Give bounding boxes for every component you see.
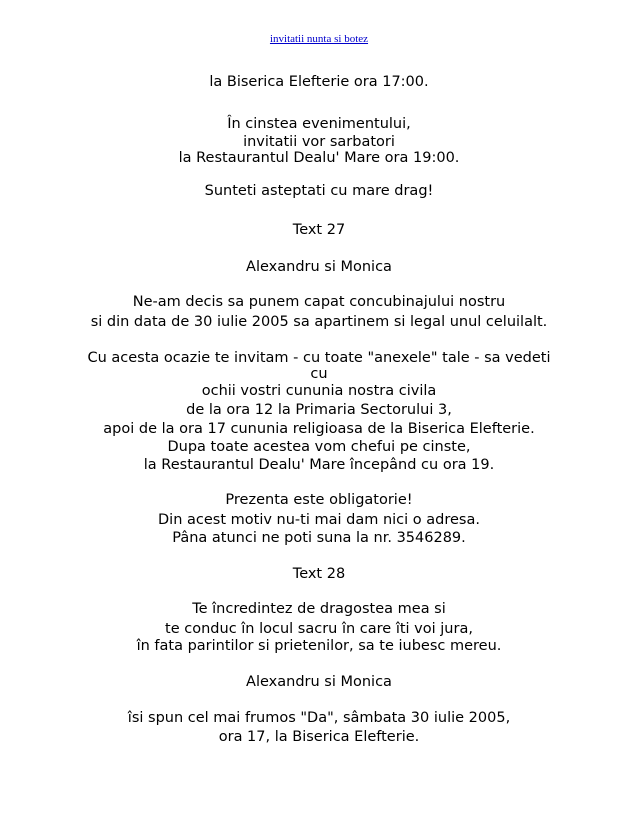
section-heading: Text 27 [292,222,346,238]
text-line: cu [310,366,328,382]
couple-names: Alexandru si Monica [246,259,392,275]
text-line: de la ora 12 la Primaria Sectorului 3, [186,402,452,418]
text-line: În cinstea evenimentului, [227,116,411,132]
text-line: Ne-am decis sa punem capat concubinajului nostru [132,294,506,310]
text-line: Prezenta este obligatorie! [225,492,413,508]
text-line: Te încredintez de dragostea mea si [192,601,446,617]
text-line: ora 17, la Biserica Elefterie. [218,729,420,745]
text-line: Cu acesta ocazie te invitam - cu toate "anexele" tale - sa vedeti [87,350,551,366]
text-line: la Biserica Elefterie ora 17:00. [209,74,429,90]
text-line: Dupa toate acestea vom chefui pe cinste, [167,439,471,455]
text-line: ochii vostri cununia nostra civila [201,383,437,399]
text-line: la Restaurantul Dealu' Mare ora 19:00. [178,150,460,166]
text-line: si din data de 30 iulie 2005 sa apartinem si legal unul celuilalt. [90,314,548,330]
text-line: invitatii vor sarbatori [243,134,395,150]
text-line: Din acest motiv nu-ti mai dam nici o adresa. [158,512,480,528]
text-line: la Restaurantul Dealu' Mare începând cu ora 19. [143,457,495,473]
text-line: Pâna atunci ne poti suna la nr. 3546289. [172,530,466,546]
text-line: Sunteti asteptati cu mare drag! [204,183,434,199]
section-heading: Text 28 [292,566,346,582]
header-link[interactable]: invitatii nunta si botez [269,33,369,45]
text-line: în fata parintilor si prietenilor, sa te iubesc mereu. [136,638,502,654]
text-line: te conduc în locul sacru în care îti voi jura, [165,621,473,637]
text-line: apoi de la ora 17 cununia religioasa de la Biserica Elefterie. [103,421,535,437]
couple-names: Alexandru si Monica [246,674,392,690]
text-line: îsi spun cel mai frumos "Da", sâmbata 30 iulie 2005, [127,710,511,726]
